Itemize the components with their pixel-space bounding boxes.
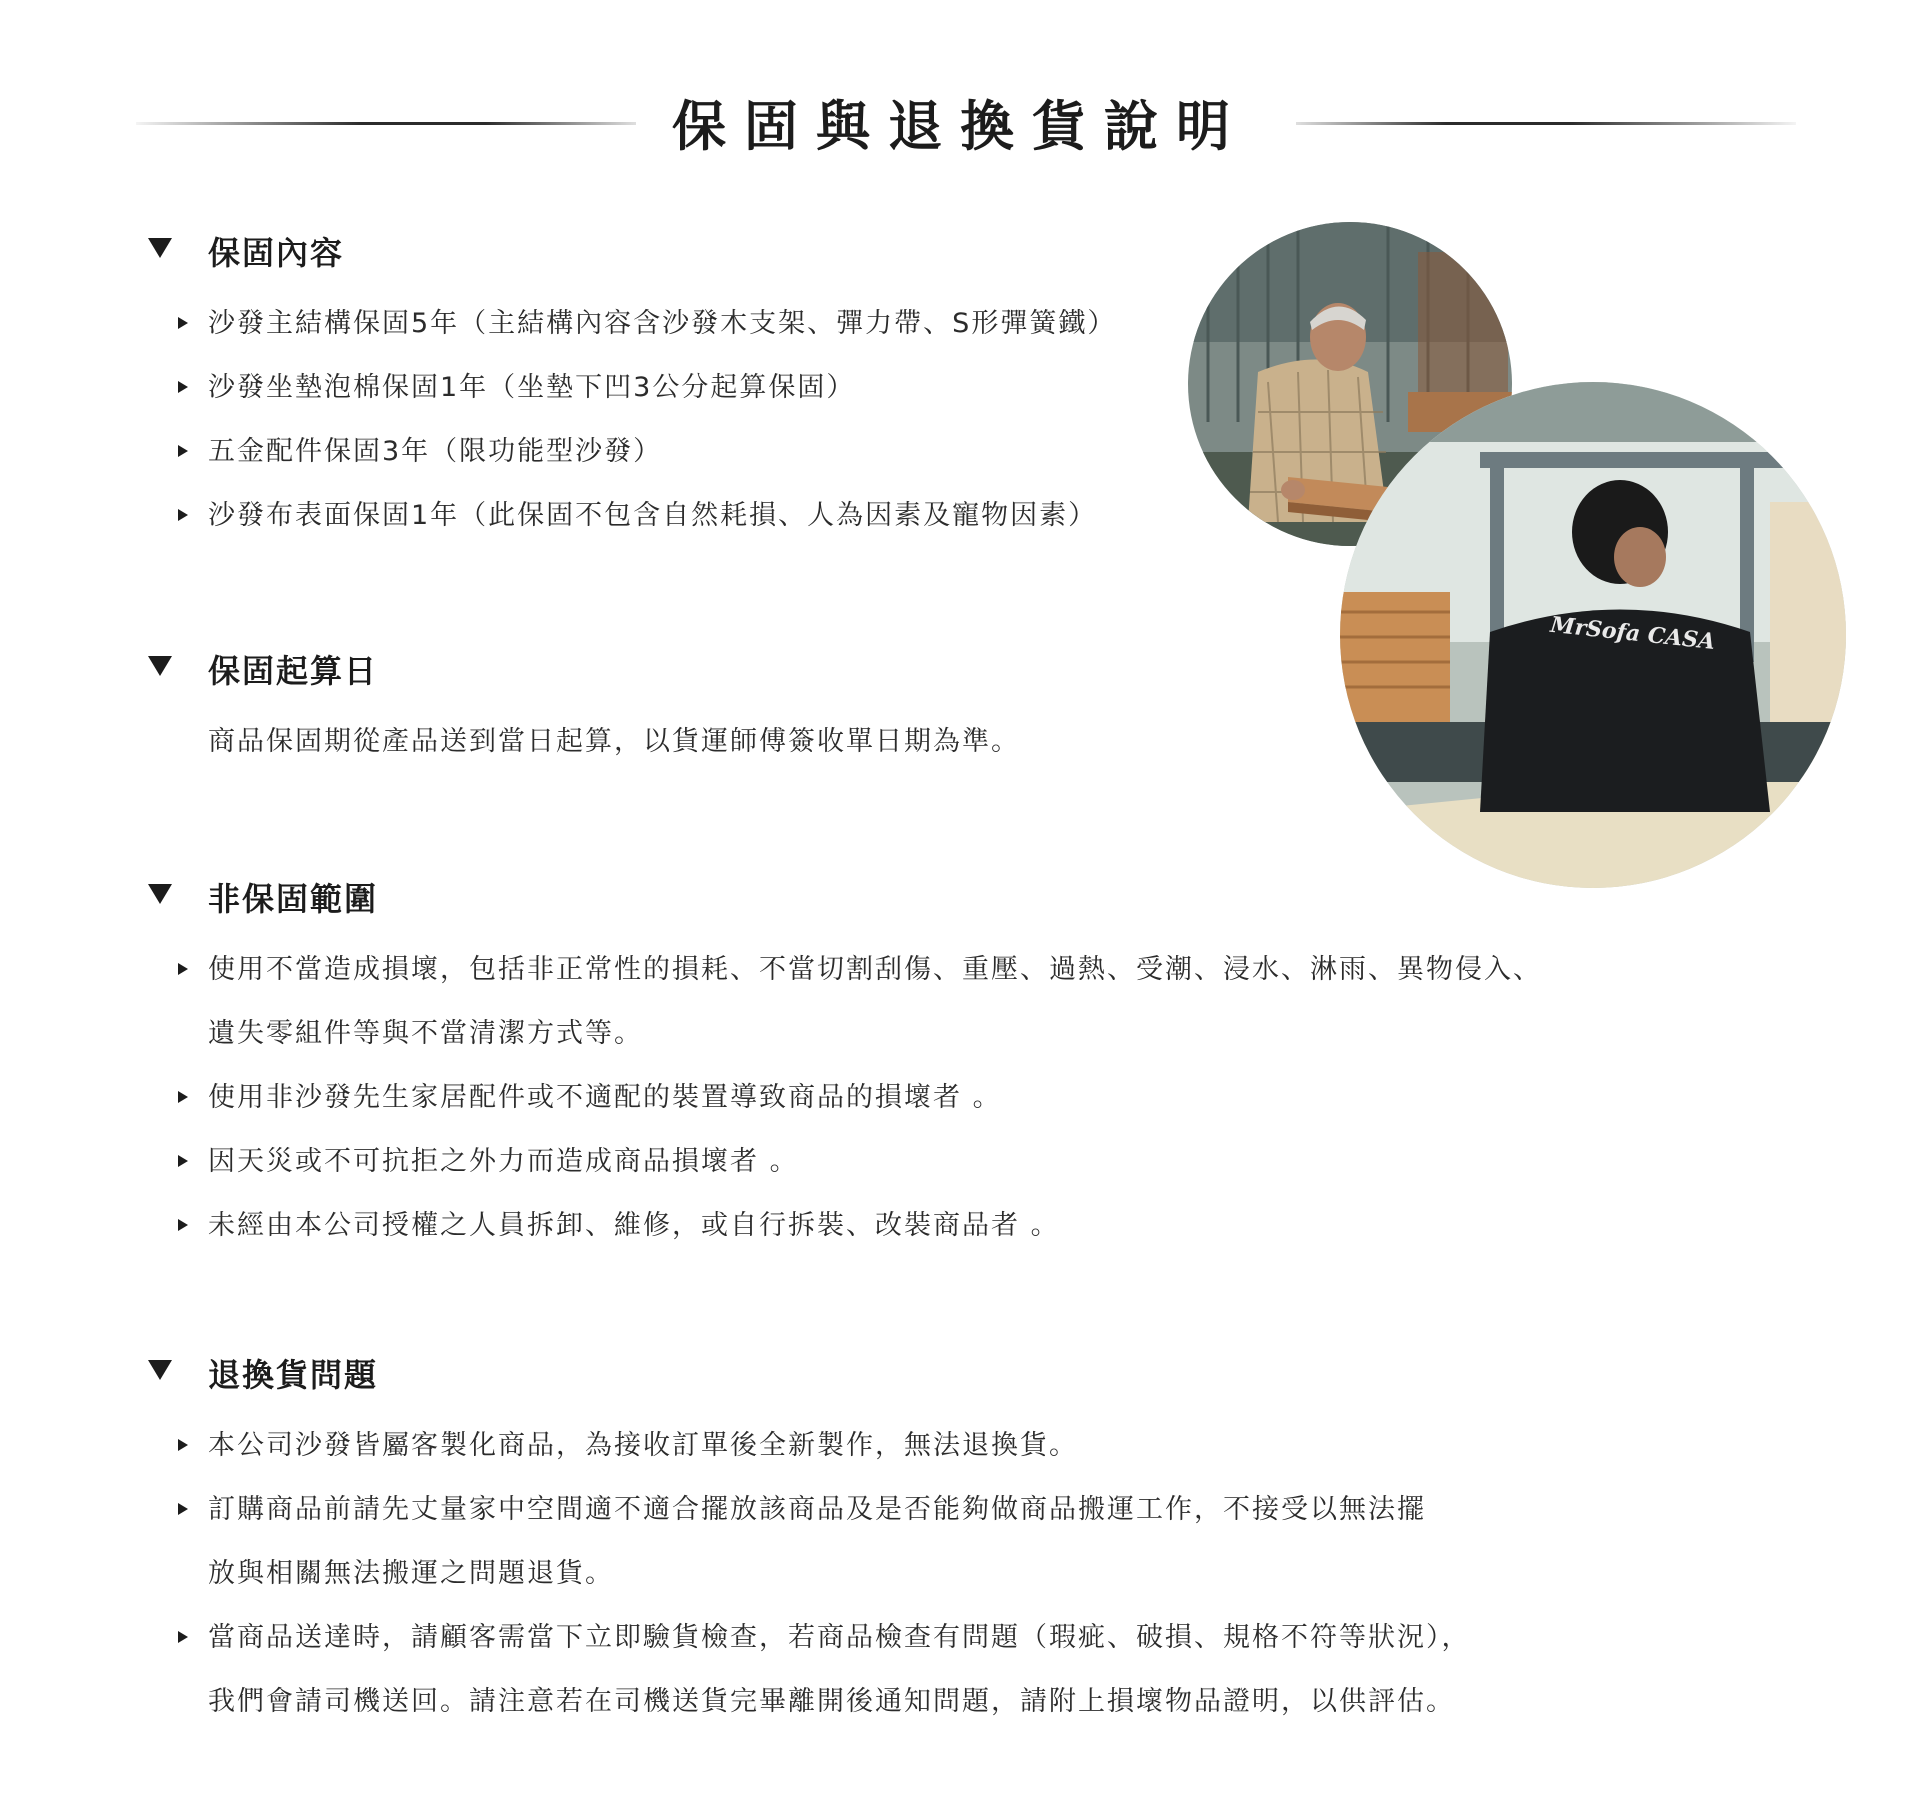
list-item [148, 1066, 1668, 1130]
list-item-text: 我們會請司機送回。請注意若在司機送貨完畢離開後通知問題，請附上損壞物品證明，以供評估。 [208, 1686, 1455, 1717]
triangle-right-icon [178, 1155, 188, 1167]
section-title: 保固起算日 [208, 652, 379, 690]
list-item-text: 五金配件保固3年（限功能型沙發） [208, 436, 663, 467]
section-paragraph: 商品保固期從產品送到當日起算，以貨運師傅簽收單日期為準。 [208, 726, 1020, 757]
list-item-text: 當商品送達時，請顧客需當下立即驗貨檢查，若商品檢查有問題（瑕疵、破損、規格不符等狀況）， [208, 1622, 1471, 1653]
list-item-text: 使用非沙發先生家居配件或不適配的裝置導致商品的損壞者 。 [208, 1082, 1002, 1113]
triangle-right-icon [178, 1091, 188, 1103]
title-divider-left [136, 122, 636, 125]
list-item-text: 放與相關無法搬運之問題退貨。 [208, 1558, 614, 1589]
triangle-right-icon [178, 381, 188, 393]
triangle-down-icon [148, 1360, 172, 1380]
list-item-text: 沙發主結構保固5年（主結構內容含沙發木支架、彈力帶、S形彈簧鐵） [208, 308, 1117, 339]
triangle-right-icon [178, 1219, 188, 1231]
list-item [148, 938, 1668, 1066]
triangle-down-icon [148, 884, 172, 904]
triangle-right-icon [178, 445, 188, 457]
list-item-text: 遺失零組件等與不當清潔方式等。 [208, 1018, 643, 1049]
section-title: 退換貨問題 [208, 1356, 379, 1394]
section-header [148, 646, 1548, 690]
section-title: 保固內容 [208, 234, 345, 272]
triangle-right-icon [178, 317, 188, 329]
section-returns [148, 1350, 1548, 1734]
list-item [148, 1130, 1668, 1194]
triangle-right-icon [178, 1631, 188, 1643]
section-header [148, 1350, 1548, 1394]
non-warranty-list [148, 938, 1548, 1258]
page-title: 保固與退換貨說明 [672, 95, 1248, 158]
section-header [148, 874, 1548, 918]
triangle-down-icon [148, 656, 172, 676]
triangle-right-icon [178, 963, 188, 975]
list-item-text: 因天災或不可抗拒之外力而造成商品損壞者 。 [208, 1146, 799, 1177]
list-item-text: 沙發坐墊泡棉保固1年（坐墊下凹3公分起算保固） [208, 372, 856, 403]
list-item-text: 沙發布表面保固1年（此保固不包含自然耗損、人為因素及寵物因素） [208, 500, 1098, 531]
page-header [0, 80, 1920, 160]
list-item [148, 1478, 1668, 1606]
worker-hoodie-photo [1340, 382, 1846, 888]
list-item [148, 1194, 1668, 1258]
triangle-right-icon [178, 509, 188, 521]
list-item-text: 使用不當造成損壞，包括非正常性的損耗、不當切割刮傷、重壓、過熱、受潮、浸水、淋雨、異物侵入、 [208, 954, 1542, 985]
triangle-right-icon [178, 1439, 188, 1451]
hoodie-brand-print: MrSofa CASA [1549, 611, 1717, 656]
section-title: 非保固範圍 [208, 880, 379, 918]
list-item-text: 本公司沙發皆屬客製化商品，為接收訂單後全新製作，無法退換貨。 [208, 1430, 1078, 1461]
list-item [148, 1606, 1668, 1734]
list-item-text: 訂購商品前請先丈量家中空間適不適合擺放該商品及是否能夠做商品搬運工作，不接受以無法擺 [208, 1494, 1426, 1525]
title-divider-right [1296, 122, 1796, 125]
list-item-text: 未經由本公司授權之人員拆卸、維修，或自行拆裝、改裝商品者 。 [208, 1210, 1060, 1241]
section-non-warranty [148, 874, 1548, 1258]
returns-list [148, 1414, 1548, 1734]
triangle-down-icon [148, 238, 172, 258]
triangle-right-icon [178, 1503, 188, 1515]
section-warranty-start [148, 646, 1548, 774]
list-item [148, 1414, 1668, 1478]
